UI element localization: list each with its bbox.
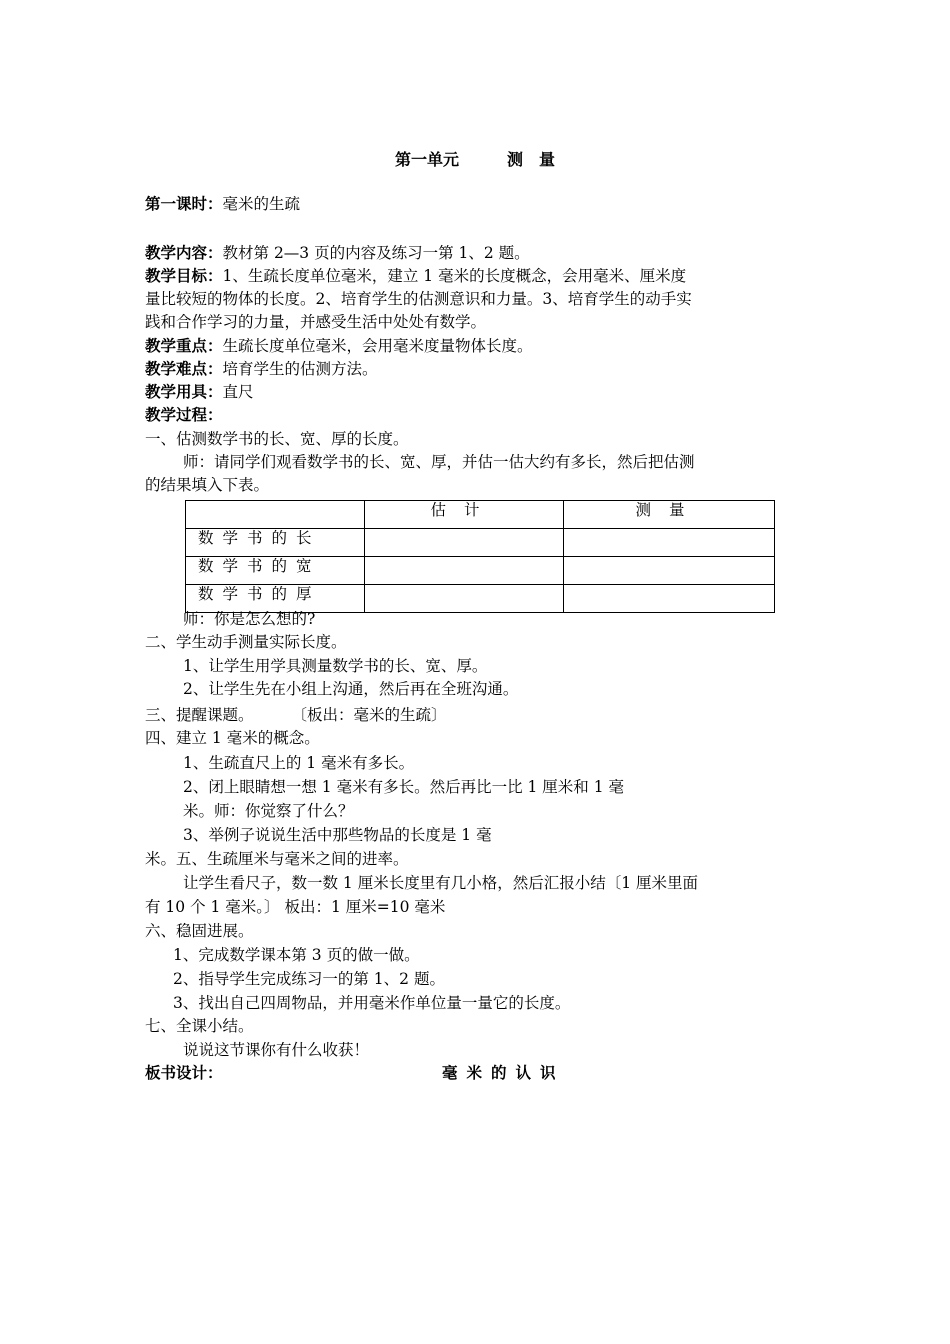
s6-item-3: 3、找出自己四周物品，并用毫米作单位量一量它的长度。	[173, 994, 571, 1012]
s7-heading: 七、全课小结。	[145, 1017, 254, 1035]
board-label: 板书设计：	[145, 1063, 223, 1082]
board-title: 毫米的认识	[442, 1063, 565, 1082]
key-label: 教学重点：	[145, 336, 223, 355]
key-line	[145, 335, 533, 357]
table-header-row	[186, 501, 775, 529]
goal-text-1: 1、生疏长度单位毫米，建立 1 毫米的长度概念，会用毫米、厘米度	[222, 267, 687, 285]
table-header-estimate: 估计	[365, 501, 564, 529]
content-line	[145, 242, 530, 264]
table-header-blank	[186, 501, 365, 529]
row-label-width: 数学书的宽	[186, 557, 365, 585]
lesson-line	[145, 193, 300, 215]
table-row	[186, 557, 775, 585]
s2-item-1: 1、让学生用学具测量数学书的长、宽、厚。	[183, 657, 488, 675]
row-label-length: 数学书的长	[186, 529, 365, 557]
tools-label: 教学用具：	[145, 382, 223, 401]
tools-line	[145, 381, 254, 403]
s6-item-2: 2、指导学生完成练习一的第 1、2 题。	[173, 970, 445, 988]
s1-paragraph-2: 的结果填入下表。	[145, 476, 270, 494]
s4-item-2a: 2、闭上眼睛想一想 1 毫米有多长。然后再比一比 1 厘米和 1 毫	[183, 778, 625, 796]
s4-item-3a: 3、举例子说说生活中那些物品的长度是 1 毫	[183, 826, 492, 844]
row-label-thickness: 数学书的厚	[186, 585, 365, 613]
key-text: 生疏长度单位毫米，会用毫米度量物体长度。	[222, 337, 533, 355]
content-label: 教学内容：	[145, 243, 223, 262]
cell-estimate-length[interactable]	[365, 529, 564, 557]
difficulty-text: 培育学生的估测方法。	[222, 360, 378, 378]
s7-paragraph: 说说这节课你有什么收获！	[183, 1041, 370, 1059]
s3-note: 〔板出：毫米的生疏〕	[291, 706, 447, 724]
difficulty-label: 教学难点：	[145, 359, 223, 378]
estimate-table	[185, 500, 775, 613]
s2-item-2: 2、让学生先在小组上沟通，然后再在全班沟通。	[183, 680, 519, 698]
s4-item-3b: 米。五、生疏厘米与毫米之间的进率。	[145, 850, 409, 868]
cell-measure-width[interactable]	[564, 557, 775, 585]
s1-paragraph-1: 师：请同学们观看数学书的长、宽、厚，并估一估大约有多长，然后把估测	[183, 453, 695, 471]
goal-label: 教学目标：	[145, 266, 223, 285]
s2-heading: 二、学生动手测量实际长度。	[145, 633, 347, 651]
s4-item-1: 1、生疏直尺上的 1 毫米有多长。	[183, 754, 415, 772]
goal-line-3: 践和合作学习的力量，并感受生活中处处有数学。	[145, 313, 487, 331]
s5-paragraph-1: 让学生看尺子，数一数 1 厘米长度里有几小格，然后汇报小结〔1 厘米里面	[183, 874, 699, 892]
s3-heading-text: 三、提醒课题。	[145, 706, 254, 724]
tools-text: 直尺	[222, 383, 254, 401]
cell-measure-thickness[interactable]	[564, 585, 775, 613]
s3-heading	[145, 704, 447, 726]
cell-measure-length[interactable]	[564, 529, 775, 557]
goal-line-2: 量比较短的物体的长度。2、培育学生的估测意识和力量。3、培育学生的动手实	[145, 290, 692, 308]
difficulty-line	[145, 358, 378, 380]
lesson-label: 第一课时：	[145, 194, 223, 213]
unit-title-part1: 第一单元	[394, 150, 459, 169]
process-label: 教学过程：	[145, 405, 223, 424]
s4-heading: 四、建立 1 毫米的概念。	[145, 729, 320, 747]
table-row	[186, 529, 775, 557]
cell-estimate-width[interactable]	[365, 557, 564, 585]
table-header-measure: 测量	[564, 501, 775, 529]
unit-title	[0, 147, 950, 170]
s5-paragraph-2: 有 10 个 1 毫米。〕 板出：1 厘米=10 毫米	[145, 898, 446, 916]
lesson-text: 毫米的生疏	[222, 195, 301, 213]
s6-item-1: 1、完成数学课本第 3 页的做一做。	[173, 946, 420, 964]
s1-heading: 一、估测数学书的长、宽、厚的长度。	[145, 430, 409, 448]
cell-estimate-thickness[interactable]	[365, 585, 564, 613]
s4-item-2b: 米。师：你觉察了什么？	[183, 802, 354, 820]
content-text: 教材第 2—3 页的内容及练习一第 1、2 题。	[222, 244, 530, 262]
s1-after: 师：你是怎么想的?	[183, 610, 316, 628]
unit-title-part2: 测 量	[507, 150, 556, 169]
s6-heading: 六、稳固进展。	[145, 922, 254, 940]
goal-line-1	[145, 265, 686, 287]
